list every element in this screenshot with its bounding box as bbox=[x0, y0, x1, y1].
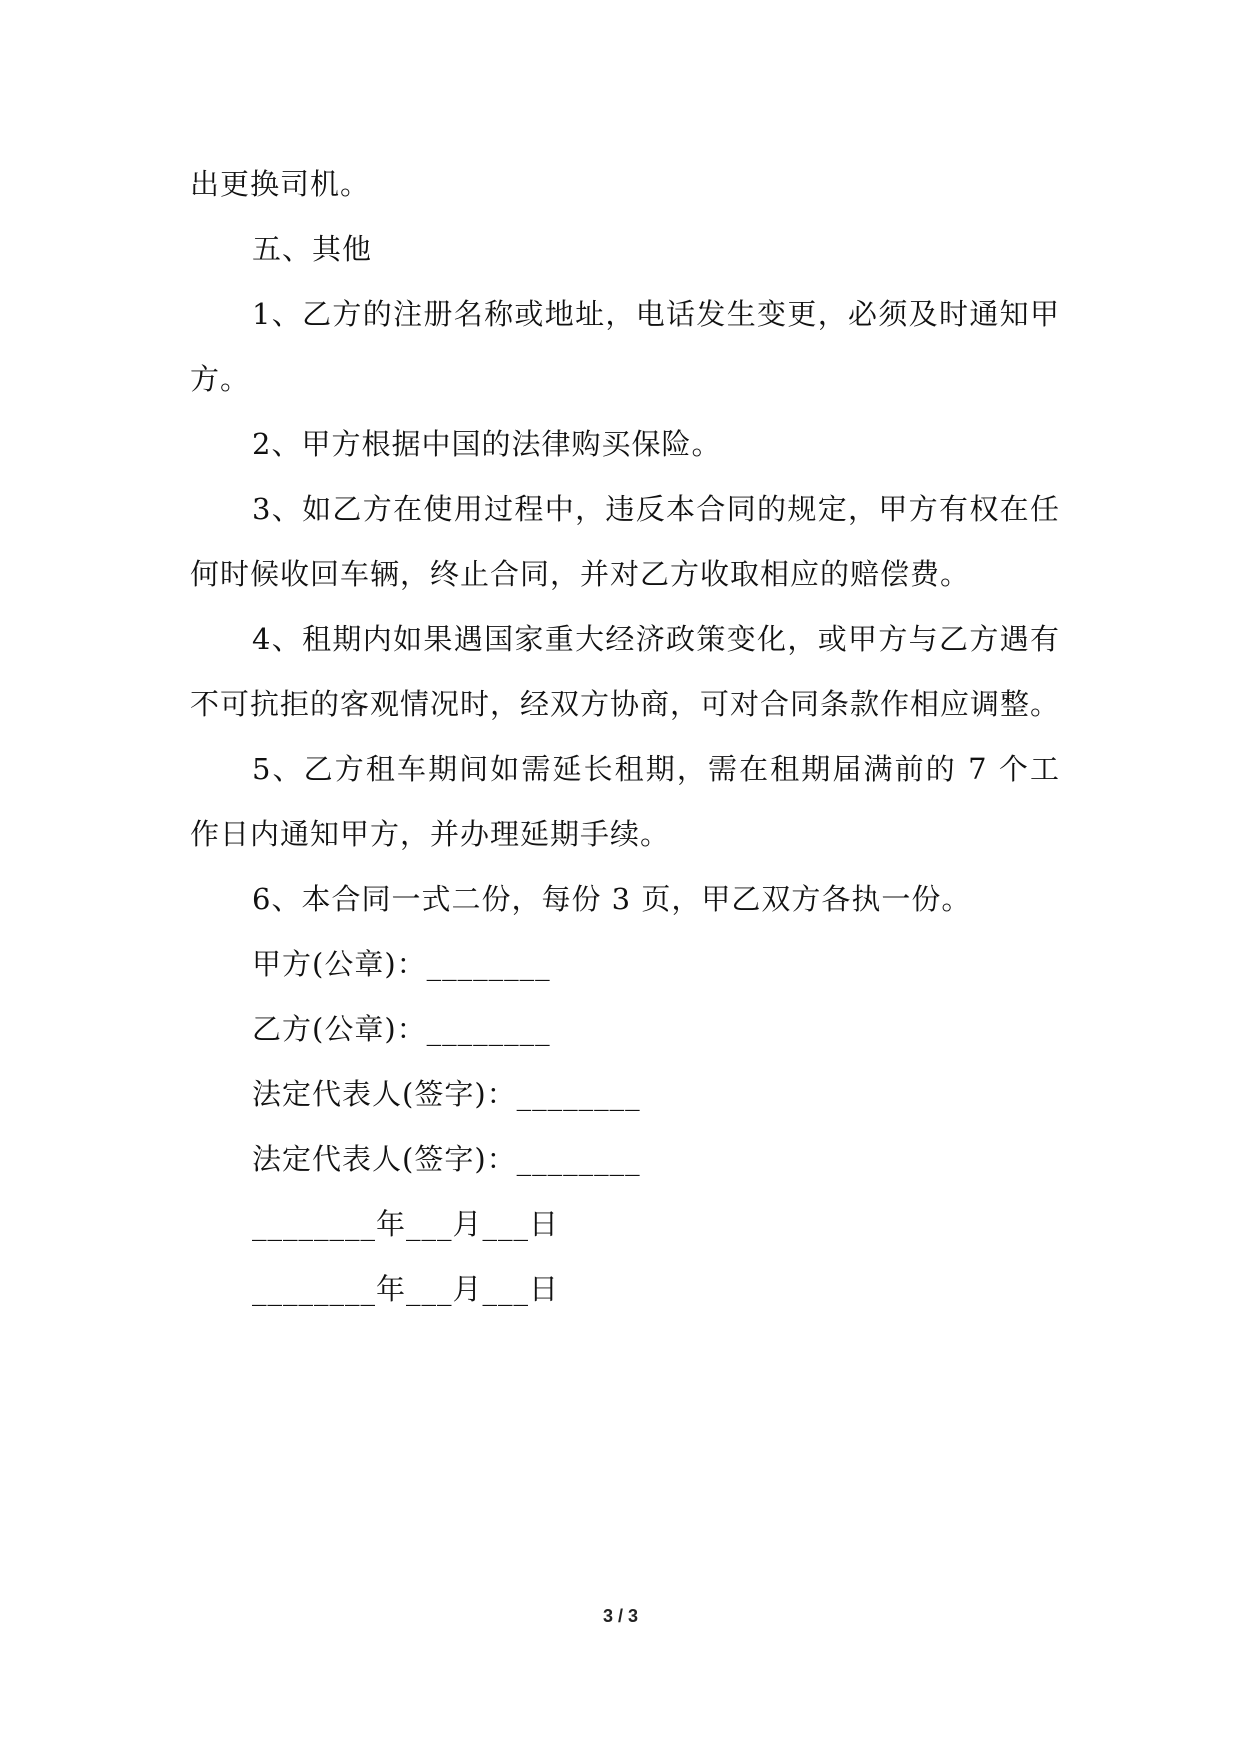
document-body bbox=[190, 152, 1060, 1322]
paragraph-continuation: 出更换司机。 bbox=[190, 167, 371, 201]
clause-5: 5、乙方租车期间如需延长租期，需在租期届满前的 7 个工作日内通知甲方，并办理延期手续。 bbox=[190, 752, 1060, 851]
legal-rep-signature-line-b: 法定代表人(签字)：________ bbox=[252, 1142, 641, 1176]
clause-1: 1、乙方的注册名称或地址，电话发生变更，必须及时通知甲方。 bbox=[190, 297, 1060, 396]
section-heading-other: 五、其他 bbox=[252, 232, 373, 266]
clause-6: 6、本合同一式二份，每份 3 页，甲乙双方各执一份。 bbox=[252, 882, 972, 916]
date-line-a: ________年___月___日 bbox=[252, 1207, 560, 1241]
clause-4: 4、租期内如果遇国家重大经济政策变化，或甲方与乙方遇有不可抗拒的客观情况时，经双方协商，可对合同条款作相应调整。 bbox=[190, 622, 1061, 721]
clause-2: 2、甲方根据中国的法律购买保险。 bbox=[252, 427, 722, 461]
legal-rep-signature-line-a: 法定代表人(签字)：________ bbox=[252, 1077, 641, 1111]
date-line-b: ________年___月___日 bbox=[252, 1272, 560, 1306]
clause-3: 3、如乙方在使用过程中，违反本合同的规定，甲方有权在任何时候收回车辆，终止合同，并对乙方收取相应的赔偿费。 bbox=[190, 492, 1060, 591]
page-number: 3 / 3 bbox=[602, 1606, 639, 1626]
party-b-seal-line: 乙方(公章)：________ bbox=[252, 1012, 551, 1046]
party-a-seal-line: 甲方(公章)：________ bbox=[252, 947, 551, 981]
